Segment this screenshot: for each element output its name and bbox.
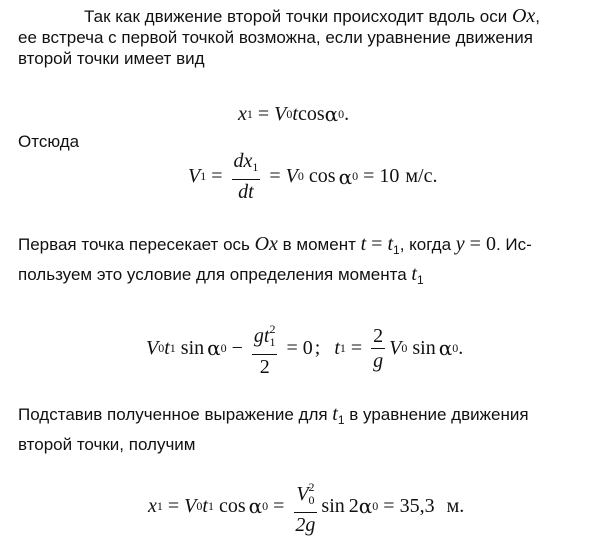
numerator-text: gt: [253, 325, 270, 347]
subscript: 1: [252, 160, 259, 174]
equation-inline: = 0: [464, 233, 496, 255]
equals-sign: =: [269, 165, 281, 187]
var-t: t: [202, 494, 208, 517]
equals-sign: =: [211, 165, 223, 187]
var-v: V: [389, 336, 402, 359]
var-v: V: [274, 102, 287, 125]
subscript: 0: [196, 498, 203, 513]
greek-alpha: α: [324, 102, 339, 126]
text: Подставив полученное выражение для: [18, 405, 333, 424]
numerator-text: dx: [233, 150, 253, 172]
text: пользуем это условие для определения момента: [18, 265, 412, 284]
subscript: 0: [338, 106, 345, 121]
paragraph-crossing: [18, 234, 584, 291]
text: в момент: [277, 235, 361, 254]
subscript: 0: [372, 498, 379, 513]
subscript: 1: [269, 335, 276, 349]
fraction-numerator: [294, 476, 316, 513]
greek-alpha: α: [358, 494, 373, 518]
var-v: V: [184, 494, 197, 517]
var-t: t: [411, 263, 417, 285]
paragraph-line: ее встреча с первой точкой возможна, если уравнение движения: [18, 28, 533, 47]
subscript: 0: [158, 340, 165, 355]
subscript: 1: [207, 498, 214, 513]
equals-sign: =: [257, 102, 270, 125]
text: в уравнение движения: [344, 405, 529, 424]
var-x: x: [148, 494, 157, 517]
greek-alpha: α: [248, 494, 263, 518]
var-t: t: [332, 403, 338, 425]
equals-sign: =: [286, 336, 298, 359]
text: . Ис-: [495, 235, 532, 254]
subscript: 1: [416, 273, 424, 287]
equals-sign: =: [273, 494, 285, 517]
subscript: 1: [246, 106, 253, 121]
paragraph-line: второй точки, получим: [18, 435, 196, 454]
var-t: t: [164, 336, 170, 359]
paragraph-line: [18, 234, 584, 261]
subscript: 0: [452, 340, 459, 355]
subscript: 0: [401, 340, 408, 355]
paragraph-line: второй точки имеет вид: [18, 49, 205, 68]
fraction: [252, 318, 278, 378]
var-y: y: [455, 233, 465, 255]
paragraph-intro: [18, 6, 584, 69]
var-t: t: [292, 102, 298, 125]
semicolon: ;: [314, 336, 321, 359]
equals-sign: =: [167, 494, 180, 517]
equation-distance: [148, 476, 464, 536]
value: 10: [379, 165, 400, 187]
func-cos: cos: [297, 102, 325, 125]
paragraph-line: [18, 6, 584, 27]
equation-motion: [238, 102, 349, 126]
var-v: V: [285, 165, 298, 187]
equals-sign: =: [366, 233, 388, 255]
equals-sign: =: [383, 494, 395, 517]
paragraph-line: [18, 264, 584, 291]
fraction: [293, 476, 317, 536]
equation-velocity: [188, 150, 437, 203]
axis-symbol: Ox: [511, 5, 536, 27]
func-cos: cos: [218, 494, 246, 517]
paragraph-line: [18, 404, 584, 431]
subscript: 0: [297, 169, 304, 183]
var-t: t: [387, 233, 394, 255]
numerator-text: V: [296, 483, 309, 505]
fraction-denominator: g: [373, 349, 384, 372]
value: 0: [302, 336, 313, 359]
fraction: [371, 325, 385, 372]
subscript: 0: [220, 340, 227, 355]
greek-alpha: α: [438, 336, 453, 360]
subscript: 1: [339, 340, 346, 355]
fraction-numerator: 2: [373, 324, 384, 347]
text: Первая точка пересекает ось: [18, 235, 255, 254]
subscript: 1: [393, 243, 400, 257]
func-cos: cos: [308, 165, 336, 187]
period: .: [458, 336, 464, 359]
fraction-numerator: [252, 318, 278, 355]
func-sin: sin: [412, 336, 436, 359]
var-x: x: [238, 102, 247, 125]
period: .: [344, 102, 350, 125]
var-t: t: [334, 336, 340, 359]
paragraph-otsyuda: [18, 131, 584, 152]
equation-time: [146, 318, 463, 378]
text: Так как движение второй точки происходит вдоль оси: [84, 7, 512, 26]
fraction-numerator: [232, 150, 261, 180]
superscript: 2: [269, 322, 276, 336]
paragraph-line: Отсюда: [18, 132, 80, 151]
value: 35,3: [399, 494, 435, 517]
unit: м.: [446, 494, 465, 517]
superscript: 2: [308, 480, 315, 494]
subscript: 1: [169, 340, 176, 355]
subscript: 0: [352, 169, 359, 183]
var-v: V: [188, 165, 201, 187]
value: 2: [348, 494, 359, 517]
fraction: [232, 150, 261, 203]
subscript: 0: [262, 498, 269, 513]
greek-alpha: α: [338, 164, 353, 189]
paragraph-substitute: [18, 404, 584, 455]
var-t: t: [360, 233, 367, 255]
text: ,: [535, 7, 541, 26]
subscript: 0: [286, 106, 293, 121]
func-sin: sin: [180, 336, 205, 359]
minus-sign: −: [231, 336, 243, 359]
text: , когда: [399, 235, 456, 254]
equals-sign: =: [350, 336, 363, 359]
subscript: 1: [337, 413, 345, 427]
axis-symbol: Ox: [254, 233, 278, 255]
fraction-denominator: 2g: [295, 514, 316, 536]
var-v: V: [146, 336, 159, 359]
func-sin: sin: [321, 494, 345, 517]
subscript: 1: [156, 498, 163, 513]
greek-alpha: α: [207, 336, 221, 360]
subscript: 0: [308, 493, 315, 507]
fraction-denominator: dt: [238, 181, 254, 203]
subscript: 1: [200, 169, 207, 183]
equals-sign: =: [363, 165, 375, 187]
fraction-denominator: 2: [259, 356, 270, 378]
unit: м/с.: [405, 165, 438, 187]
